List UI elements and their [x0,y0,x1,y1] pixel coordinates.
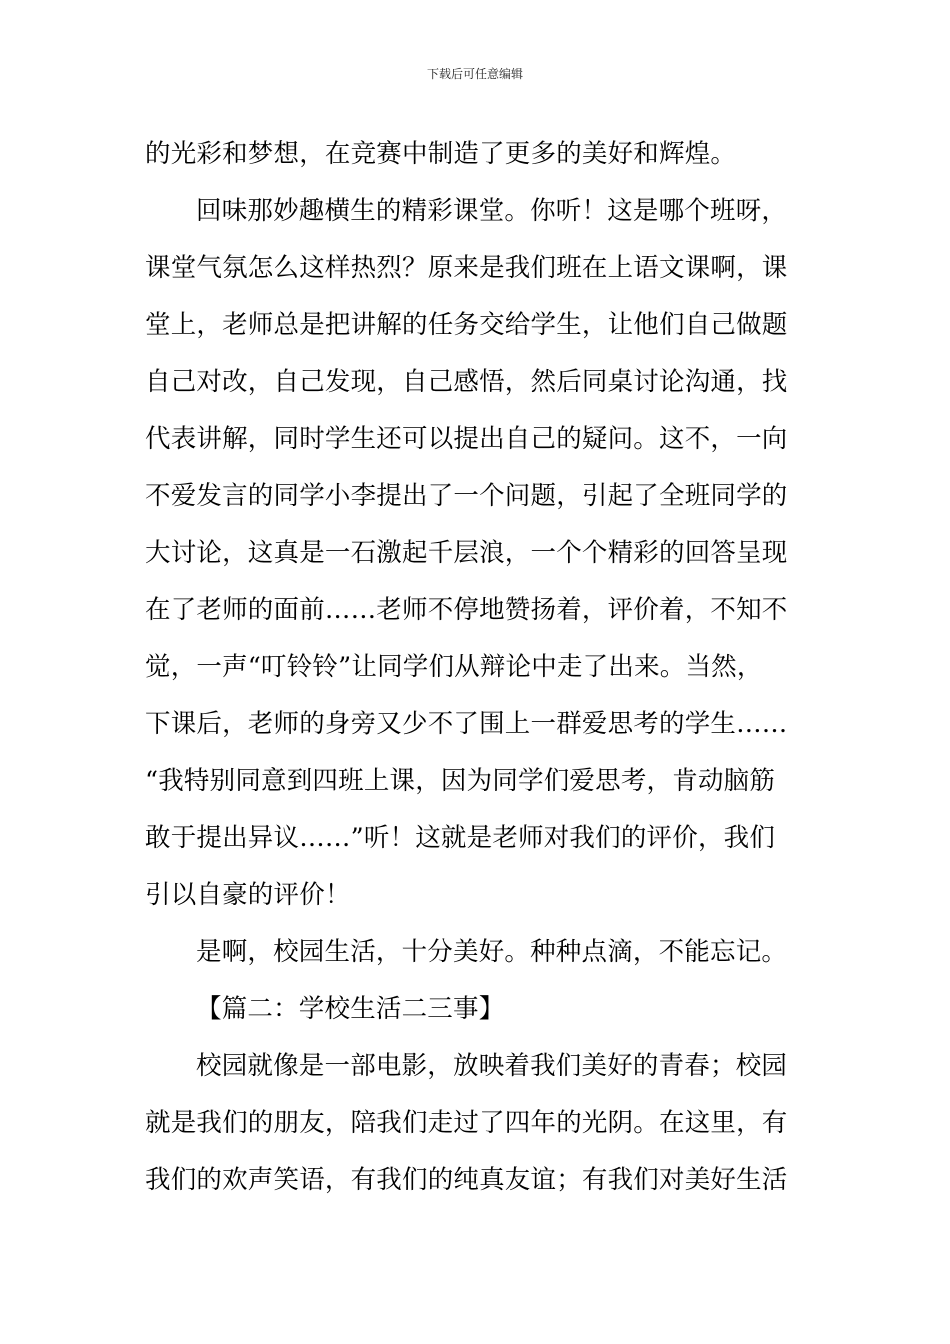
text-line: 代表讲解，同时学生还可以提出自己的疑问。这不，一向 [145,424,788,454]
text-line: 校园就像是一部电影，放映着我们美好的青春；校园 [196,1051,788,1081]
section-heading: 【篇二：学校生活二三事】 [196,994,505,1024]
text-line: 敢于提出异议……”听！这就是老师对我们的评价，我们 [145,823,776,853]
text-line: 我们的欢声笑语，有我们的纯真友谊；有我们对美好生活 [145,1165,788,1195]
text-line: 不爱发言的同学小李提出了一个问题，引起了全班同学的 [145,481,788,511]
document-body [145,126,810,1209]
text-line: 自己对改，自己发现，自己感悟，然后同桌讨论沟通，找 [145,367,788,397]
text-line: 就是我们的朋友，陪我们走过了四年的光阴。在这里，有 [145,1108,788,1138]
text-line: 大讨论，这真是一石激起千层浪，一个个精彩的回答呈现 [145,538,788,568]
text-line: 回味那妙趣横生的精彩课堂。你听！这是哪个班呀， [196,196,788,226]
text-line: 的光彩和梦想，在竞赛中制造了更多的美好和辉煌。 [145,139,737,169]
text-line: 是啊，校园生活，十分美好。种种点滴，不能忘记。 [196,937,788,967]
text-line: 引以自豪的评价！ [145,880,351,910]
text-line: 下课后，老师的身旁又少不了围上一群爱思考的学生…… [145,709,788,739]
text-line: 堂上，老师总是把讲解的任务交给学生，让他们自己做题 [145,310,788,340]
text-line: “我特别同意到四班上课，因为同学们爱思考，肯动脑筋 [145,766,776,796]
page-header: 下载后可任意编辑 [426,67,523,81]
text-line: 觉，一声“叮铃铃”让同学们从辩论中走了出来。当然， [145,652,763,682]
text-line: 课堂气氛怎么这样热烈？原来是我们班在上语文课啊，课 [145,253,788,283]
text-line: 在了老师的面前……老师不停地赞扬着，评价着，不知不 [145,595,788,625]
